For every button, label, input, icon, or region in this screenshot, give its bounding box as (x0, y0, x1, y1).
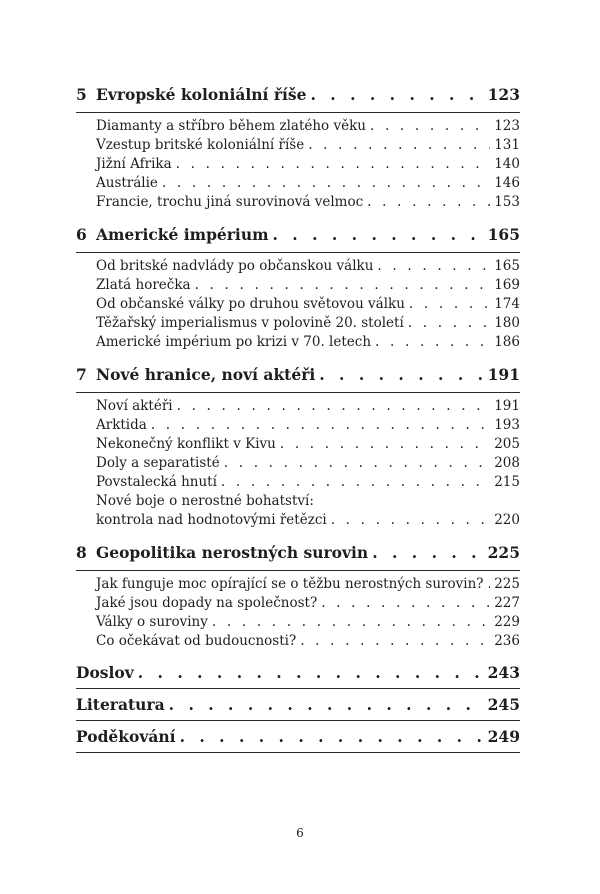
toc-entry (96, 193, 520, 212)
entry-page: 186 (494, 334, 520, 350)
entry-title: Francie, trochu jiná surovinová velmoc (96, 194, 364, 210)
entry-title: Povstalecká hnutí (96, 474, 217, 490)
entry-page: 236 (494, 633, 520, 649)
chapter-number: 6 (76, 225, 87, 244)
toc-entry (96, 333, 520, 352)
dot-leader (488, 575, 491, 594)
chapter-5 (76, 78, 520, 218)
chapter-page: 123 (487, 85, 520, 104)
entry-title: kontrola nad hodnotovými řetězci (96, 512, 327, 528)
entry-page: 123 (494, 118, 520, 134)
dot-leader (280, 435, 490, 454)
chapter-page: 191 (487, 365, 520, 384)
toc-entry (96, 492, 520, 511)
dot-leader (169, 689, 484, 720)
toc-entry (96, 435, 520, 454)
entry-page: 174 (494, 296, 520, 312)
toc-entry (96, 257, 520, 276)
toc-entry (96, 575, 520, 594)
toc-entry (96, 397, 520, 416)
entry-page: 153 (494, 194, 520, 210)
dot-leader (375, 333, 490, 352)
toc-entry (96, 416, 520, 435)
section-page: 249 (487, 727, 520, 746)
entry-page: 225 (494, 576, 520, 592)
chapter-7 (76, 358, 520, 536)
entry-page: 146 (494, 175, 520, 191)
toc-entry (96, 454, 520, 473)
chapter-entries (76, 113, 520, 218)
section-literatura (76, 689, 520, 721)
entry-title: Jaké jsou dopady na společnost? (96, 595, 318, 611)
chapter-number: 5 (76, 85, 87, 104)
dot-leader (195, 276, 491, 295)
chapter-title: Nové hranice, noví aktéři (96, 365, 316, 384)
chapter-page: 165 (487, 225, 520, 244)
dot-leader (308, 136, 490, 155)
chapter-title: Geopolitika nerostných surovin (96, 543, 369, 562)
entry-title: Austrálie (96, 175, 158, 191)
entry-page: 229 (494, 614, 520, 630)
dot-leader (224, 454, 490, 473)
entry-page: 208 (494, 455, 520, 471)
dot-leader (221, 473, 490, 492)
dot-leader (273, 218, 484, 252)
entry-title: Americké impérium po krizi v 70. letech (96, 334, 372, 350)
dot-leader (151, 416, 490, 435)
chapter-title: Americké impérium (96, 225, 269, 244)
chapter-page: 225 (487, 543, 520, 562)
section-podekovani (76, 721, 520, 753)
toc-entry (96, 314, 520, 333)
section-doslov (76, 657, 520, 689)
chapter-number: 7 (76, 365, 87, 384)
dot-leader (310, 78, 483, 112)
page-number: 6 (296, 826, 304, 840)
entry-title: Nové boje o nerostné bohatství: (96, 493, 314, 509)
entry-page: 193 (494, 417, 520, 433)
entry-title: Jižní Afrika (96, 156, 172, 172)
entry-title: Vzestup britské koloniální říše (96, 137, 305, 153)
chapter-number: 8 (76, 543, 87, 562)
entry-title: Noví aktéři (96, 398, 173, 414)
entry-page: 131 (494, 137, 520, 153)
dot-leader (370, 117, 490, 136)
entry-page: 140 (494, 156, 520, 172)
dot-leader (180, 721, 484, 752)
dot-leader (212, 613, 490, 632)
chapter-entries (76, 571, 520, 657)
entry-title: Zlatá horečka (96, 277, 191, 293)
dot-leader (138, 657, 484, 688)
entry-page: 205 (494, 436, 520, 452)
dot-leader (321, 594, 490, 613)
entry-title: Od britské nadvlády po občanskou válku (96, 258, 374, 274)
dot-leader (367, 193, 490, 212)
entry-title: Války o suroviny (96, 614, 208, 630)
dot-leader (177, 397, 491, 416)
dot-leader (162, 174, 490, 193)
entry-title: Diamanty a stříbro během zlatého věku (96, 118, 366, 134)
chapter-title: Evropské koloniální říše (96, 85, 307, 104)
chapter-entries (76, 253, 520, 358)
section-page: 245 (487, 695, 520, 714)
entry-title: Těžařský imperialismus v polovině 20. století (96, 315, 404, 331)
dot-leader (377, 257, 490, 276)
entry-page: 169 (494, 277, 520, 293)
entry-page: 215 (494, 474, 520, 490)
entry-title: Arktida (96, 417, 147, 433)
dot-leader (372, 536, 483, 570)
dot-leader (319, 358, 483, 392)
toc-entry (96, 136, 520, 155)
entry-page: 165 (494, 258, 520, 274)
toc-entry (96, 632, 520, 651)
dot-leader (176, 155, 491, 174)
toc-entry (96, 473, 520, 492)
entry-page: 180 (494, 315, 520, 331)
toc-entry (96, 174, 520, 193)
section-title: Literatura (76, 695, 165, 714)
entry-page: 191 (494, 398, 520, 414)
chapter-8 (76, 536, 520, 657)
toc-entry (96, 613, 520, 632)
chapter-heading (76, 358, 520, 393)
entry-page: 227 (494, 595, 520, 611)
dot-leader (300, 632, 490, 651)
dot-leader (409, 295, 490, 314)
section-title: Doslov (76, 663, 134, 682)
toc-entry (96, 155, 520, 174)
toc-entry (96, 295, 520, 314)
entry-title: Od občanské války po druhou světovou válku (96, 296, 405, 312)
toc-entry (96, 276, 520, 295)
chapter-entries (76, 393, 520, 536)
toc-entry (96, 117, 520, 136)
section-title: Poděkování (76, 727, 176, 746)
entry-title: Nekonečný konflikt v Kivu (96, 436, 276, 452)
chapter-heading (76, 78, 520, 113)
chapter-heading (76, 536, 520, 571)
dot-leader (331, 511, 491, 530)
dot-leader (408, 314, 490, 333)
chapter-heading (76, 218, 520, 253)
entry-page: 220 (494, 512, 520, 528)
table-of-contents (76, 78, 520, 753)
toc-entry (96, 594, 520, 613)
entry-title: Jak funguje moc opírající se o těžbu nerostných surovin? (96, 576, 484, 592)
toc-entry (96, 511, 520, 530)
section-page: 243 (487, 663, 520, 682)
entry-title: Doly a separatisté (96, 455, 220, 471)
chapter-6 (76, 218, 520, 358)
entry-title: Co očekávat od budoucnosti? (96, 633, 297, 649)
